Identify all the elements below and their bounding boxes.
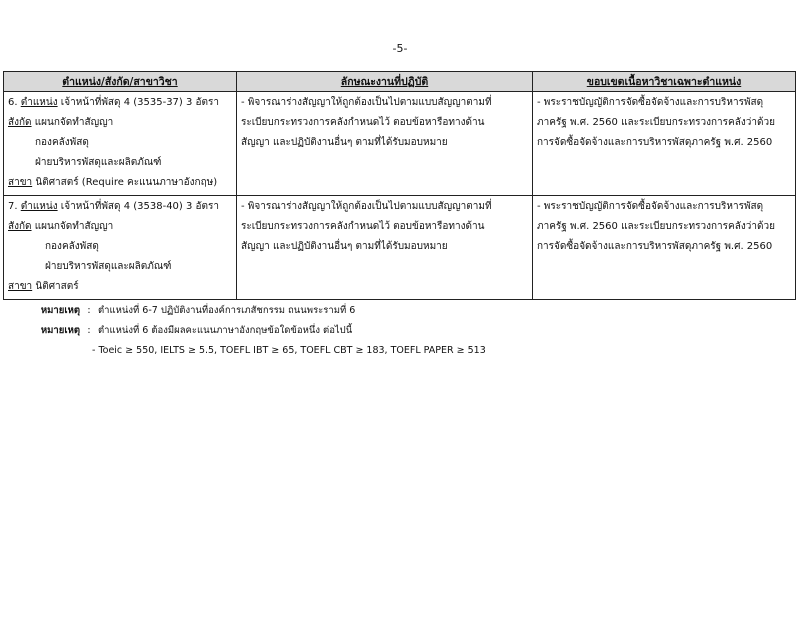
scope-cell (533, 92, 796, 196)
row-number: 6. (8, 97, 18, 108)
affiliation-value: แผนกจัดทำสัญญา (34, 117, 114, 128)
note-line (30, 301, 486, 321)
position-line (8, 93, 232, 113)
position-cell (4, 92, 237, 196)
affiliation-line (8, 113, 232, 133)
field-value: นิติศาสตร์ (Require คะแนนภาษาอังกฤษ) (35, 177, 218, 188)
department: ฝ่ายบริหารพัสดุและผลิตภัณฑ์ (45, 261, 172, 272)
duties-cell (237, 92, 533, 196)
note-text: ตำแหน่งที่ 6 ต้องมีผลคะแนนภาษาอังกฤษข้อใดข้อหนึ่ง ต่อไปนี้ (98, 325, 353, 336)
duties-line: - พิจารณาร่างสัญญาให้ถูกต้องเป็นไปตามแบบสัญญาตามที่ (241, 97, 492, 108)
department: ฝ่ายบริหารพัสดุและผลิตภัณฑ์ (35, 157, 162, 168)
position-cell (4, 196, 237, 300)
note-text: ตำแหน่งที่ 6-7 ปฏิบัติงานที่องค์การเภสัชกรรม ถนนพระรามที่ 6 (98, 305, 356, 316)
duties-line: สัญญา และปฏิบัติงานอื่นๆ ตามที่ได้รับมอบหมาย (241, 241, 448, 252)
scope-line: ภาครัฐ พ.ศ. 2560 และระเบียบกระทรวงการคลังว่าด้วย (537, 221, 775, 232)
position-value: เจ้าหน้าที่พัสดุ 4 (3538-40) 3 อัตรา (60, 201, 220, 212)
page-number: -5- (392, 42, 408, 55)
scope-cell (533, 196, 796, 300)
position-label: ตำแหน่ง (20, 201, 58, 212)
duties-cell (237, 196, 533, 300)
english-score-requirements: - Toeic ≥ 550, IELTS ≥ 5.5, TOEFL IBT ≥ 65, TOEFL CBT ≥ 183, TOEFL PAPER ≥ 513 (92, 345, 486, 356)
field-label: สาขา (8, 281, 33, 292)
scope-line: - พระราชบัญญัติการจัดซื้อจัดจ้างและการบริหารพัสดุ (537, 97, 764, 108)
affiliation-label: สังกัด (8, 117, 32, 128)
affiliation-value: แผนกจัดทำสัญญา (34, 221, 114, 232)
header-scope: ขอบเขตเนื้อหาวิชาเฉพาะตำแหน่ง (533, 72, 796, 92)
field-value: นิติศาสตร์ (35, 281, 79, 292)
position-table (3, 71, 796, 300)
position-line (8, 197, 232, 217)
note-colon: : (87, 305, 91, 316)
field-label: สาขา (8, 177, 33, 188)
note-label: หมายเหตุ (40, 325, 80, 336)
duties-line: ระเบียบกระทรวงการคลังกำหนดไว้ ตอบข้อหารือทางด้าน (241, 117, 485, 128)
duties-line: - พิจารณาร่างสัญญาให้ถูกต้องเป็นไปตามแบบสัญญาตามที่ (241, 201, 492, 212)
scope-line: - พระราชบัญญัติการจัดซื้อจัดจ้างและการบริหารพัสดุ (537, 201, 764, 212)
note-line (30, 321, 486, 341)
header-position: ตำแหน่ง/สังกัด/สาขาวิชา (4, 72, 237, 92)
table-header-row (4, 72, 796, 92)
division: กองคลังพัสดุ (45, 241, 99, 252)
scope-line: การจัดซื้อจัดจ้างและการบริหารพัสดุภาครัฐ พ.ศ. 2560 (537, 137, 773, 148)
field-line (8, 173, 232, 193)
division: กองคลังพัสดุ (35, 137, 89, 148)
affiliation-line (8, 217, 232, 237)
table-row (4, 92, 796, 196)
note-colon: : (87, 325, 91, 336)
note-label: หมายเหตุ (40, 305, 80, 316)
table-row (4, 196, 796, 300)
scope-line: ภาครัฐ พ.ศ. 2560 และระเบียบกระทรวงการคลังว่าด้วย (537, 117, 775, 128)
header-duties: ลักษณะงานที่ปฏิบัติ (237, 72, 533, 92)
position-label: ตำแหน่ง (20, 97, 58, 108)
duties-line: สัญญา และปฏิบัติงานอื่นๆ ตามที่ได้รับมอบหมาย (241, 137, 448, 148)
scope-line: การจัดซื้อจัดจ้างและการบริหารพัสดุภาครัฐ พ.ศ. 2560 (537, 241, 773, 252)
notes-section (30, 301, 486, 361)
row-number: 7. (8, 201, 18, 212)
position-value: เจ้าหน้าที่พัสดุ 4 (3535-37) 3 อัตรา (60, 97, 220, 108)
duties-line: ระเบียบกระทรวงการคลังกำหนดไว้ ตอบข้อหารือทางด้าน (241, 221, 485, 232)
affiliation-label: สังกัด (8, 221, 32, 232)
field-line (8, 277, 232, 297)
